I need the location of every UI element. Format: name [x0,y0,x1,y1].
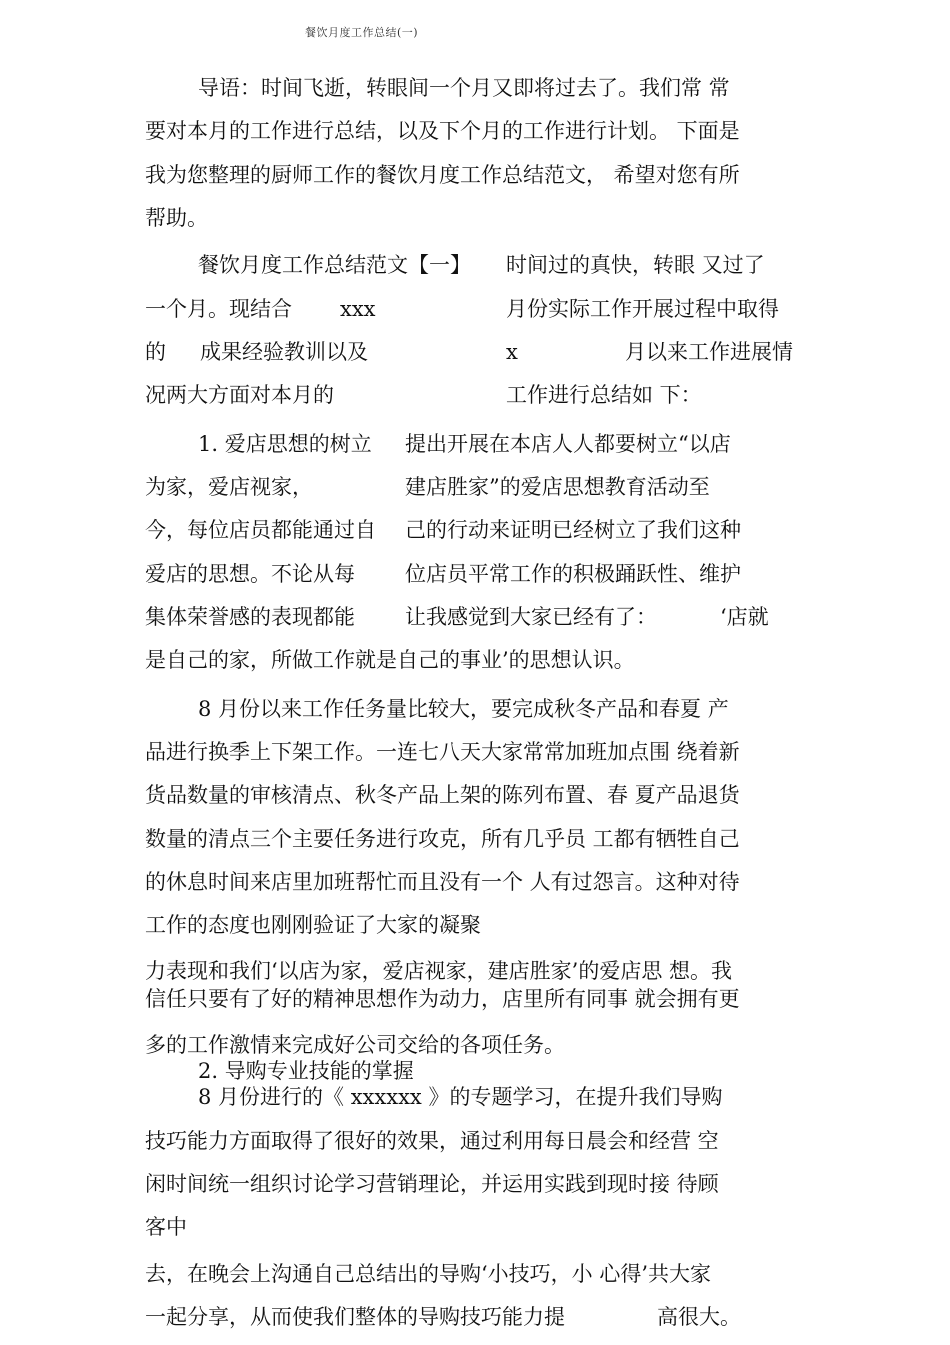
page-header: 餐饮月度工作总结(一) [305,26,419,39]
august-line: 8 月份以来工作任务量比较大，要完成秋冬产品和春夏 产 [198,697,729,721]
sample-line-right: 月份实际工作开展过程中取得 [506,297,779,321]
study-line: 客中 [145,1215,187,1239]
item1-line-right: 让我感觉到大家已经有了： [405,605,657,629]
item1-line-left: 集体荣誉感的表现都能 [145,605,355,629]
share-line: 一起分享，从而使我们整体的导购技巧能力提 [145,1305,565,1329]
intro-line: 导语：时间飞逝，转眼间一个月又即将过去了。我们常 常 [198,76,730,100]
august-line: 数量的清点三个主要任务进行攻克，所有几乎员 工都有牺牲自己 [145,827,740,851]
sample-line-right: 时间过的真快，转眼 又过了 [506,253,765,277]
august-line: 的休息时间来店里加班帮忙而且没有一个 人有过怨言。这种对待 [145,870,740,894]
share-line: 去，在晚会上沟通自己总结出的导购‘小技巧，小 心得’共大家 [145,1262,712,1286]
item1-line-right: ‘店就 [720,605,769,629]
sample-line-right: x [506,340,518,364]
august-line: 品进行换季上下架工作。一连七八天大家常常加班加点围 绕着新 [145,740,740,764]
sample-line-mid: xxx [340,297,376,321]
sample-line-mid: 成果经验教训以及 [200,340,368,364]
item1-line-right: 位店员平常工作的积极踊跃性、维护 [405,562,741,586]
force-line: 力表现和我们‘以店为家，爱店视家，建店胜家’的爱店思 想。我 [145,959,733,983]
august-line: 货品数量的审核清点、秋冬产品上架的陈列布置、春 夏产品退货 [145,783,740,807]
item1-line-left: 是自己的家，所做工作就是自己的事业’的思想认识。 [145,648,635,672]
item1-line-left: 今，每位店员都能通过自 [145,518,376,542]
force-line: 多的工作激情来完成好公司交给的各项任务。 [145,1033,565,1057]
share-line-end: 高很大。 [657,1305,741,1329]
study-line: 技巧能力方面取得了很好的效果，通过利用每日晨会和经营 空 [145,1129,719,1153]
sample-line-left: 餐饮月度工作总结范文【一】 [198,253,471,277]
sample-line-right: 月以来工作进展情 [625,340,793,364]
item1-line-right: 己的行动来证明已经树立了我们这种 [405,518,741,542]
item1-line-left: 爱店的思想。不论从每 [145,562,355,586]
item1-line-left: 1. 爱店思想的树立 [198,432,372,456]
study-line: 闲时间统一组织讨论学习营销理论，并运用实践到现时接 待顾 [145,1172,719,1196]
item1-line-left: 为家，爱店视家， [145,475,313,499]
august-line: 工作的态度也刚刚验证了大家的凝聚 [145,913,481,937]
sample-line-left: 一个月。现结合 [145,297,292,321]
intro-line: 要对本月的工作进行总结，以及下个月的工作进行计划。 下面是 [145,119,740,143]
sample-line-left: 况两大方面对本月的 [145,383,334,407]
sample-line-right: 工作进行总结如 下： [506,383,702,407]
sample-line-left: 的 [145,340,166,364]
study-line: 8 月份进行的《 xxxxxx 》的专题学习，在提升我们导购 [198,1085,723,1109]
item2-title: 2. 导购专业技能的掌握 [198,1059,414,1083]
intro-line: 我为您整理的厨师工作的餐饮月度工作总结范文， 希望对您有所 [145,163,740,187]
item1-line-right: 提出开展在本店人人都要树立“以店 [405,432,731,456]
force-line: 信任只要有了好的精神思想作为动力，店里所有同事 就会拥有更 [145,987,740,1011]
intro-line: 帮助。 [145,206,208,230]
item1-line-right: 建店胜家”的爱店思想教育活动至 [405,475,710,499]
